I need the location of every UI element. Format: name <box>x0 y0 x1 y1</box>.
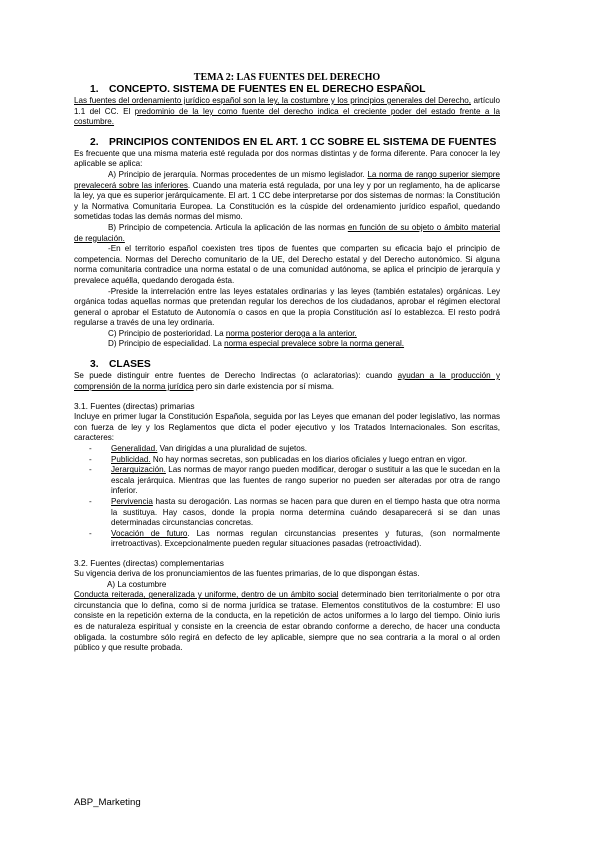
dash-bullet: - <box>89 465 92 475</box>
dash-bullet: - <box>89 528 92 538</box>
underlined-text: La norma de rango superior siempre prevalecerá sobre las inferiores <box>74 169 500 190</box>
item-text: Van dirigidas a una pluralidad de sujetos. <box>157 444 308 454</box>
competence-paragraph-2: -Preside la interrelación entre las leyes estatales ordinarias y las leyes (también estatales) orgánicas. Ley orgánica todas aquellas normas que pretendan regular los derechos de los ciudadanos, aprobar el régimen electoral general o aprobar el Estatuto de Autonomía o casos en que la propia Constitución así lo establezca. El resto podrá regularse a través de una ley ordinaria. <box>74 286 500 328</box>
dash-bullet: - <box>89 444 92 454</box>
item-text: No hay normas secretas, son publicadas en los diarios oficiales y luego entran en vigor. <box>150 454 467 464</box>
list-item <box>74 529 500 550</box>
item-text: . Las normas regulan circunstancias presentes y futuras, (son normalmente irretroactivas). Excepcionalmente pueden regular situaciones pasadas (retroactividad). <box>111 528 501 549</box>
section-3-paragraph <box>74 371 500 392</box>
spacer <box>74 128 500 137</box>
spacer <box>74 350 500 359</box>
underlined-text: en función de su objeto o ámbito material de regulación. <box>74 222 501 243</box>
item-term: Jerarquización. <box>111 465 166 475</box>
section-3-1-intro: Incluye en primer lugar la Constitución Española, seguida por las Leyes que emanan del poder legislativo, las normas con fuerza de ley y los Reglamentos que dicta el poder ejecutivo y los Tratados Internacionales. Son escritas, caracteres: <box>74 412 500 443</box>
section-1-number: 1. <box>90 84 99 95</box>
document-title: TEMA 2: LAS FUENTES DEL DERECHO <box>193 72 381 83</box>
section-3-2-intro: Su vigencia deriva de los pronunciamientos de las fuentes primarias, de lo que dispongan éstas. <box>74 568 420 578</box>
paragraph-text: artículo 1.1 del CC. El <box>74 96 500 116</box>
costumbre-subheading: A) La costumbre <box>107 579 167 589</box>
page-footer: ABP_Marketing <box>74 797 141 808</box>
section-2-intro: Es frecuente que una misma materia esté regulada por dos normas distintas y de forma diferente. Para conocer la ley aplicable se aplica: <box>74 148 500 169</box>
item-term: Publicidad. <box>111 454 151 464</box>
paragraph-text: Se puede distinguir entre fuentes de Derecho Indirectas (o aclaratorias): cuando <box>74 371 398 381</box>
characteristics-list <box>74 444 500 550</box>
paragraph-text: D) Principio de especialidad. La <box>108 339 225 349</box>
section-3-number: 3. <box>90 359 99 371</box>
underlined-text: ayudan a la producción y comprensión de la norma jurídica <box>74 371 500 391</box>
principle-b <box>74 223 500 244</box>
dash-bullet: - <box>89 497 92 506</box>
section-3-1-heading: 3.1. Fuentes (directas) primarias <box>74 401 195 412</box>
item-term: Pervivencia <box>111 497 153 506</box>
paragraph-text: . Cuando una materia está regulada, por una ley y por un reglamento, ha de aplicarse la ley, ya que es superior jerárquicamente. El art. 1 CC debe interpretarse por dos sistemas de normas: la Constitución y la Normativa Comunitaria Europea. La Constitución es la cúspide del ordenamiento jurídico español, quedando sometidas todas las demás normas del mismo. <box>74 180 501 222</box>
item-text: Las normas de mayor rango pueden modificar, derogar o sustituir a las que le sucedan en la escala jerárquica. Mientras que las fuentes de rango superior no pueden ser alteradas por otra de rango inferior. <box>111 465 500 496</box>
dash-bullet: - <box>89 454 92 464</box>
list-item <box>74 497 500 529</box>
section-1-heading-text: CONCEPTO. SISTEMA DE FUENTES EN EL DERECHO ESPAÑOL <box>109 84 426 95</box>
paragraph-text: determinado bien territorialmente o por otra circunstancia que lo defina, como si de norma jurídica se tratase. Elementos constitutivos de la costumbre: El uso consiste en la repetición externa de la conducta, en la repetición de actos uniformes a lo largo del tiempo. Oinio iuris es de naturaleza espiritual y consiste en la creencia de estar obrando conforme a derecho, de hacer una conducta obligada. la costumbre sólo regirá en defecto de ley aplicable, siempre que no sea contraria a la moral o al orden público y que resulte probada. <box>74 590 500 653</box>
spacer <box>74 550 500 558</box>
principle-a <box>74 170 500 223</box>
costumbre-paragraph <box>74 590 500 654</box>
section-2-heading <box>74 137 500 149</box>
underlined-text: norma posterior deroga a la anterior. <box>225 328 357 338</box>
document-page <box>74 72 500 654</box>
list-item <box>74 444 500 455</box>
item-term: Generalidad. <box>111 444 158 454</box>
paragraph-text: C) Principio de posterioridad. La <box>108 328 226 338</box>
principle-c <box>74 329 500 340</box>
section-1-paragraph <box>74 96 500 128</box>
competence-paragraph-1: -En el territorio español coexisten tres tipos de fuentes que comparten su eficacia bajo el principio de competencia. Normas del Derecho comunitario de la UE, del Derecho estatal y del Derecho autonómico. Si alguna norma comunitaria contradice una norma estatal o de una comunidad autónoma, se aplica el principio de jerarquía y prevalece aquélla, quedando derogada ésta. <box>74 244 500 285</box>
underlined-text: predominio de la ley como fuente del derecho indica el creciente poder del estado frente a la costumbre. <box>74 106 500 127</box>
section-1-heading <box>74 84 500 96</box>
spacer <box>74 392 500 401</box>
principle-d <box>74 339 500 350</box>
paragraph-text: pero sin darle existencia por sí misma. <box>193 381 335 391</box>
underlined-text: Conducta reiterada, generalizada y uniforme, dentro de un ámbito social <box>74 590 339 600</box>
item-text: hasta su derogación. Las normas se hacen para que duren en el tiempo hasta que otra norma la sustituya. Hay casos, donde la propia norma determina cuándo desaparecerá si se dan unas determinadas circunstancias concretas. <box>111 497 500 528</box>
underlined-text: Las fuentes del ordenamiento jurídico español son la ley, la costumbre y los principios generales del Derecho, <box>74 96 471 105</box>
section-3-heading-text: CLASES <box>109 359 151 371</box>
section-3-2-heading: 3.2. Fuentes (directas) complementarias <box>74 557 224 568</box>
underlined-text: norma especial prevalece sobre la norma general. <box>224 339 405 349</box>
section-3-heading <box>74 359 500 371</box>
paragraph-text: A) Principio de jerarquía. Normas procedentes de un mismo legislador. <box>108 169 368 179</box>
paragraph-text: B) Principio de competencia. Articula la aplicación de las normas <box>108 222 348 232</box>
item-term: Vocación de futuro <box>111 528 188 538</box>
section-2-number: 2. <box>90 136 99 148</box>
list-item <box>74 465 500 497</box>
section-2-heading-text: PRINCIPIOS CONTENIDOS EN EL ART. 1 CC SOBRE EL SISTEMA DE FUENTES <box>109 136 497 148</box>
list-item <box>74 455 500 466</box>
